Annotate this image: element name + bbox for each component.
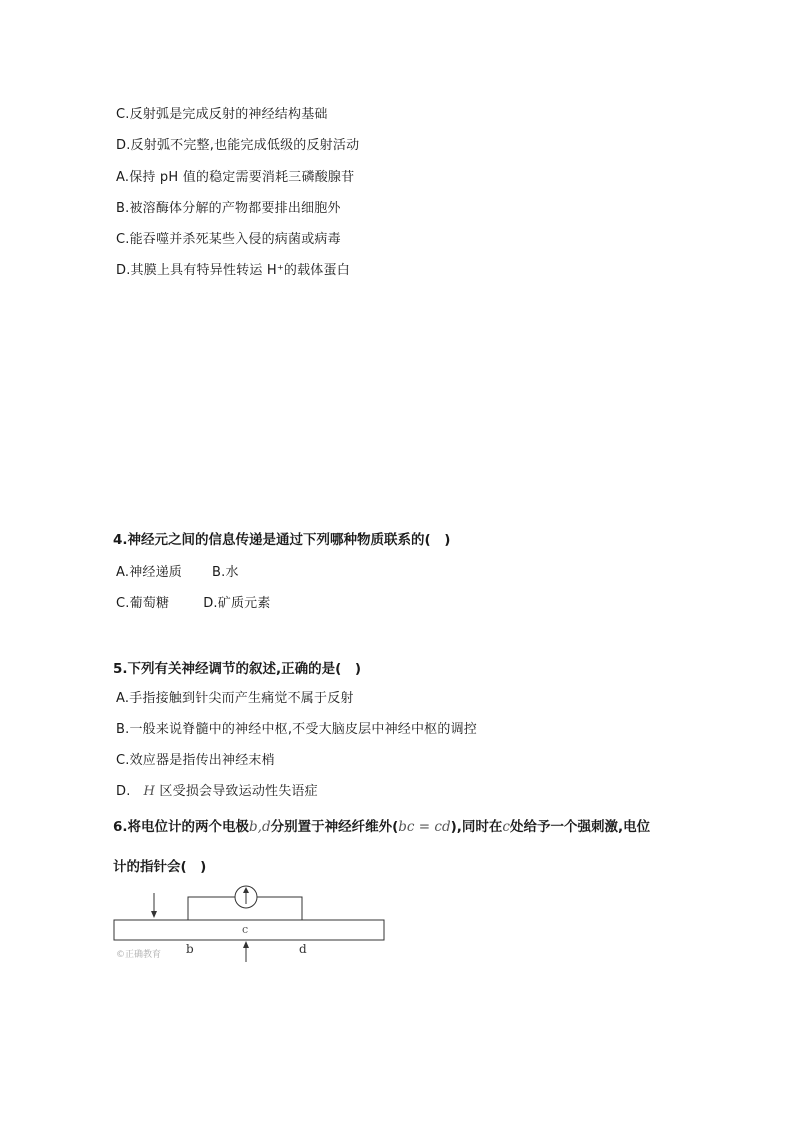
q4-option-d: D.矿质元素 — [203, 596, 271, 611]
q4-option-a: A.神经递质 — [116, 565, 182, 580]
q6-stem-part1: 6.将电位计的两个电极 — [113, 819, 250, 835]
q3-option-c: C.能吞噬并杀死某些入侵的病菌或病毒 — [116, 232, 341, 247]
q6-stem-part3: ),同时在 — [450, 819, 503, 835]
q6-stem-part2: 分别置于神经纤维外( — [270, 819, 399, 835]
q3-option-b: B.被溶酶体分解的产物都要排出细胞外 — [116, 201, 341, 216]
q6-stem-line1 — [113, 817, 650, 837]
q4-stem: 4.神经元之间的信息传递是通过下列哪种物质联系的( ) — [113, 532, 451, 548]
q5-option-d-var: H — [143, 784, 156, 799]
prev-option-d: D.反射弧不完整,也能完成低级的反射活动 — [116, 138, 360, 153]
q3-option-a: A.保持 pH 值的稳定需要消耗三磷酸腺苷 — [116, 170, 355, 185]
q5-option-d-prefix: D. — [116, 784, 131, 799]
q4-option-b: B.水 — [212, 565, 239, 580]
label-b: b — [186, 942, 194, 956]
nerve-fiber — [114, 920, 384, 940]
stimulus-arrowhead-top — [151, 911, 157, 918]
q4-option-c: C.葡萄糖 — [116, 596, 170, 611]
q6-var-c: c — [502, 819, 510, 835]
q6-var-bccd: bc = cd — [398, 819, 451, 835]
galvanometer-needle-head — [243, 887, 249, 893]
q5-option-a: A.手指接触到针尖而产生痛觉不属于反射 — [116, 691, 354, 706]
q5-option-b: B.一般来说脊髓中的神经中枢,不受大脑皮层中神经中枢的调控 — [116, 722, 477, 737]
q5-option-c: C.效应器是指传出神经末梢 — [116, 753, 275, 768]
watermark: ©正确教育 — [116, 950, 162, 960]
q6-stem-part4: 处给予一个强刺激,电位 — [509, 819, 651, 835]
q5-option-d-text: 区受损会导致运动性失语症 — [155, 784, 318, 799]
q6-stem-line2: 计的指针会( ) — [113, 859, 207, 875]
q6-var-bd: b,d — [249, 819, 271, 835]
electrode-wire-b — [188, 897, 236, 920]
q5-stem: 5.下列有关神经调节的叙述,正确的是( ) — [113, 661, 361, 677]
electrode-wire-d — [256, 897, 302, 920]
q5-option-d — [116, 783, 318, 801]
prev-option-c: C.反射弧是完成反射的神经结构基础 — [116, 107, 328, 122]
q4-options-row1 — [116, 564, 239, 582]
stimulus-arrowhead-bottom — [243, 941, 249, 948]
label-d: d — [299, 942, 307, 956]
q3-option-d: D.其膜上具有特异性转运 H⁺的载体蛋白 — [116, 263, 350, 278]
galvanometer-icon — [235, 886, 257, 908]
label-c: c — [242, 923, 249, 936]
q4-options-row2 — [116, 595, 271, 613]
